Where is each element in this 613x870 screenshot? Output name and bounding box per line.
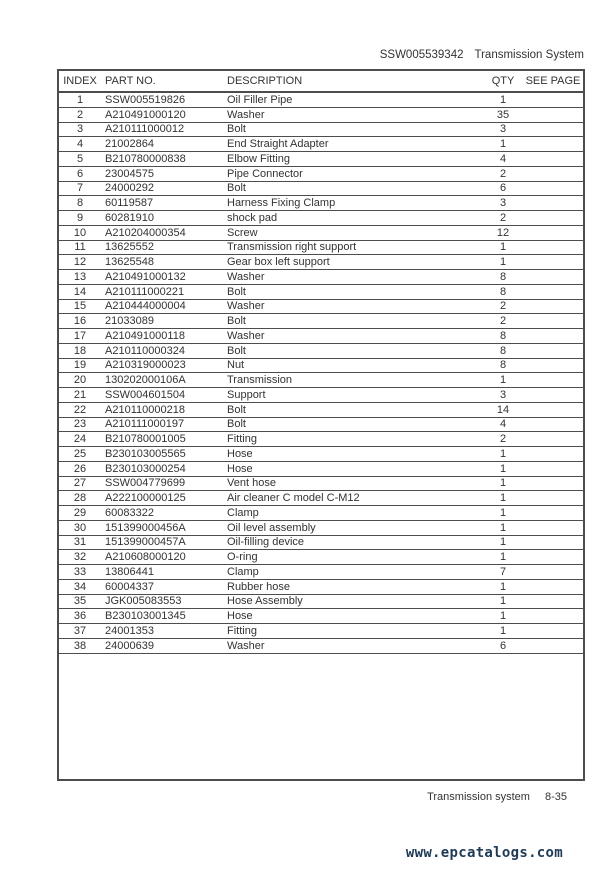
cell-description: Oil level assembly bbox=[227, 521, 316, 534]
table-row bbox=[59, 565, 583, 580]
cell-qty: 1 bbox=[499, 256, 507, 269]
table-row bbox=[59, 196, 583, 211]
cell-part-no: 60083322 bbox=[105, 506, 154, 519]
document-title: Transmission System bbox=[474, 49, 584, 61]
cell-description: Bolt bbox=[227, 403, 246, 416]
cell-part-no: SSW005519826 bbox=[105, 93, 186, 106]
cell-part-no: 13625552 bbox=[105, 241, 154, 254]
watermark-link[interactable]: www.epcatalogs.com bbox=[405, 845, 563, 861]
cell-description: Rubber hose bbox=[227, 580, 290, 593]
cell-qty: 1 bbox=[499, 138, 507, 151]
cell-part-no: 24000292 bbox=[105, 182, 154, 195]
table-row bbox=[59, 373, 583, 388]
parts-table bbox=[57, 69, 585, 781]
cell-index: 33 bbox=[73, 565, 87, 578]
cell-description: Bolt bbox=[227, 418, 246, 431]
table-body bbox=[59, 93, 583, 654]
table-row bbox=[59, 491, 583, 506]
column-header-description: DESCRIPTION bbox=[227, 75, 303, 87]
cell-qty: 1 bbox=[499, 624, 507, 637]
column-header-qty: QTY bbox=[491, 75, 515, 87]
table-row bbox=[59, 536, 583, 551]
cell-part-no: 130202000106A bbox=[105, 374, 186, 387]
cell-index: 34 bbox=[73, 580, 87, 593]
table-header-row bbox=[59, 71, 583, 93]
cell-index: 12 bbox=[73, 256, 87, 269]
table-row bbox=[59, 595, 583, 610]
cell-part-no: A210110000218 bbox=[105, 403, 185, 416]
cell-part-no: A210204000354 bbox=[105, 226, 186, 239]
cell-part-no: 151399000457A bbox=[105, 536, 186, 549]
cell-part-no: A210444000004 bbox=[105, 300, 186, 313]
cell-qty: 1 bbox=[499, 595, 507, 608]
cell-description: Bolt bbox=[227, 315, 246, 328]
cell-description: Nut bbox=[227, 359, 245, 372]
cell-qty: 1 bbox=[499, 241, 507, 254]
cell-part-no: A210491000120 bbox=[105, 108, 186, 121]
table-row bbox=[59, 167, 583, 182]
cell-qty: 1 bbox=[499, 462, 507, 475]
cell-part-no: 151399000456A bbox=[105, 521, 186, 534]
cell-index: 7 bbox=[76, 182, 84, 195]
document-code: SSW005539342 bbox=[379, 49, 464, 61]
table-row bbox=[59, 477, 583, 492]
cell-part-no: A210608000120 bbox=[105, 551, 186, 564]
cell-index: 4 bbox=[76, 138, 84, 151]
cell-index: 36 bbox=[73, 610, 87, 623]
cell-index: 26 bbox=[73, 462, 87, 475]
cell-qty: 6 bbox=[499, 182, 507, 195]
table-row bbox=[59, 93, 583, 108]
cell-part-no: 60004337 bbox=[105, 580, 154, 593]
cell-description: O-ring bbox=[227, 551, 258, 564]
cell-index: 23 bbox=[73, 418, 87, 431]
cell-description: Air cleaner C model C-M12 bbox=[227, 492, 360, 505]
table-row bbox=[59, 432, 583, 447]
cell-description: Fitting bbox=[227, 433, 257, 446]
cell-part-no: A210111000197 bbox=[105, 418, 185, 431]
cell-index: 10 bbox=[73, 226, 87, 239]
cell-qty: 1 bbox=[499, 551, 507, 564]
cell-index: 15 bbox=[73, 300, 87, 313]
cell-description: Washer bbox=[227, 108, 265, 121]
table-row bbox=[59, 506, 583, 521]
cell-index: 14 bbox=[73, 285, 87, 298]
table-row bbox=[59, 314, 583, 329]
cell-qty: 2 bbox=[499, 167, 507, 180]
table-row bbox=[59, 152, 583, 167]
table-row bbox=[59, 359, 583, 374]
cell-index: 16 bbox=[73, 315, 87, 328]
cell-description: Oil-filling device bbox=[227, 536, 305, 549]
cell-index: 2 bbox=[76, 108, 84, 121]
column-header-index: INDEX bbox=[63, 75, 97, 87]
table-row bbox=[59, 344, 583, 359]
cell-index: 20 bbox=[73, 374, 87, 387]
cell-qty: 8 bbox=[499, 270, 507, 283]
cell-qty: 2 bbox=[499, 433, 507, 446]
cell-part-no: A222100000125 bbox=[105, 492, 186, 505]
footer-page-number: 8-35 bbox=[544, 791, 567, 803]
cell-part-no: 23004575 bbox=[105, 167, 154, 180]
table-row bbox=[59, 226, 583, 241]
cell-qty: 1 bbox=[499, 506, 507, 519]
cell-description: Transmission right support bbox=[227, 241, 357, 254]
cell-part-no: B210780000838 bbox=[105, 152, 186, 165]
cell-qty: 4 bbox=[499, 152, 507, 165]
cell-index: 11 bbox=[74, 241, 86, 254]
cell-part-no: 24001353 bbox=[105, 624, 154, 637]
cell-qty: 3 bbox=[499, 197, 507, 210]
table-row bbox=[59, 137, 583, 152]
cell-index: 29 bbox=[73, 506, 87, 519]
cell-index: 19 bbox=[73, 359, 87, 372]
cell-index: 35 bbox=[73, 595, 87, 608]
cell-qty: 4 bbox=[499, 418, 507, 431]
cell-qty: 1 bbox=[499, 447, 507, 460]
cell-index: 28 bbox=[73, 492, 87, 505]
cell-description: Hose bbox=[227, 610, 253, 623]
cell-qty: 2 bbox=[499, 315, 507, 328]
cell-description: Support bbox=[227, 388, 266, 401]
cell-qty: 1 bbox=[499, 580, 507, 593]
cell-index: 22 bbox=[73, 403, 87, 416]
cell-index: 6 bbox=[76, 167, 84, 180]
cell-description: Vent hose bbox=[227, 477, 276, 490]
cell-index: 37 bbox=[73, 624, 87, 637]
table-row bbox=[59, 285, 583, 300]
cell-description: Fitting bbox=[227, 624, 257, 637]
cell-description: shock pad bbox=[227, 211, 278, 224]
column-header-see-page: SEE PAGE bbox=[525, 75, 581, 87]
cell-part-no: A210110000324 bbox=[105, 344, 185, 357]
cell-qty: 2 bbox=[499, 300, 507, 313]
cell-index: 21 bbox=[73, 388, 87, 401]
footer-section-label: Transmission system bbox=[427, 791, 530, 803]
cell-part-no: A210491000132 bbox=[105, 270, 186, 283]
cell-description: Clamp bbox=[227, 506, 259, 519]
cell-qty: 8 bbox=[499, 344, 507, 357]
table-row bbox=[59, 418, 583, 433]
cell-part-no: B230103000254 bbox=[105, 462, 186, 475]
cell-index: 27 bbox=[73, 477, 87, 490]
cell-description: Oil Filler Pipe bbox=[227, 93, 293, 106]
cell-index: 32 bbox=[73, 551, 87, 564]
cell-qty: 12 bbox=[496, 226, 510, 239]
cell-qty: 1 bbox=[499, 374, 507, 387]
cell-part-no: SSW004601504 bbox=[105, 388, 186, 401]
cell-index: 3 bbox=[76, 123, 84, 136]
cell-index: 18 bbox=[73, 344, 87, 357]
cell-description: Hose bbox=[227, 462, 253, 475]
table-row bbox=[59, 521, 583, 536]
cell-qty: 3 bbox=[499, 388, 507, 401]
cell-qty: 2 bbox=[499, 211, 507, 224]
cell-part-no: A210111000221 bbox=[105, 285, 185, 298]
cell-part-no: 21033089 bbox=[105, 315, 154, 328]
cell-part-no: 24000639 bbox=[105, 639, 154, 652]
cell-description: Gear box left support bbox=[227, 256, 330, 269]
cell-qty: 1 bbox=[499, 93, 507, 106]
cell-description: Clamp bbox=[227, 565, 259, 578]
cell-description: Elbow Fitting bbox=[227, 152, 290, 165]
cell-description: Washer bbox=[227, 300, 265, 313]
table-row bbox=[59, 580, 583, 595]
table-row bbox=[59, 123, 583, 138]
cell-qty: 8 bbox=[499, 329, 507, 342]
cell-qty: 1 bbox=[499, 536, 507, 549]
column-header-part-no: PART NO. bbox=[105, 75, 156, 87]
table-row bbox=[59, 403, 583, 418]
cell-index: 24 bbox=[73, 433, 87, 446]
cell-index: 13 bbox=[73, 270, 87, 283]
cell-qty: 6 bbox=[499, 639, 507, 652]
cell-qty: 1 bbox=[499, 610, 507, 623]
table-row bbox=[59, 639, 583, 654]
cell-index: 17 bbox=[73, 329, 87, 342]
cell-part-no: A210491000118 bbox=[105, 329, 185, 342]
cell-qty: 1 bbox=[499, 477, 507, 490]
cell-description: Bolt bbox=[227, 285, 246, 298]
cell-part-no: 13625548 bbox=[105, 256, 154, 269]
cell-description: Pipe Connector bbox=[227, 167, 303, 180]
cell-description: Bolt bbox=[227, 344, 246, 357]
cell-description: Washer bbox=[227, 270, 265, 283]
table-row bbox=[59, 182, 583, 197]
cell-qty: 8 bbox=[499, 285, 507, 298]
table-row bbox=[59, 550, 583, 565]
cell-qty: 14 bbox=[496, 403, 510, 416]
cell-index: 31 bbox=[73, 536, 87, 549]
table-row bbox=[59, 211, 583, 226]
cell-qty: 3 bbox=[499, 123, 507, 136]
cell-description: Bolt bbox=[227, 123, 246, 136]
table-row bbox=[59, 609, 583, 624]
cell-qty: 8 bbox=[499, 359, 507, 372]
cell-index: 9 bbox=[76, 211, 84, 224]
cell-part-no: SSW004779699 bbox=[105, 477, 186, 490]
cell-part-no: 60119587 bbox=[105, 197, 154, 210]
cell-index: 25 bbox=[73, 447, 87, 460]
cell-part-no: JGK005083553 bbox=[105, 595, 182, 608]
cell-index: 5 bbox=[76, 152, 84, 165]
cell-description: Washer bbox=[227, 639, 265, 652]
table-row bbox=[59, 329, 583, 344]
table-row bbox=[59, 270, 583, 285]
cell-part-no: B210780001005 bbox=[105, 433, 186, 446]
cell-description: Screw bbox=[227, 226, 258, 239]
cell-description: Transmission bbox=[227, 374, 292, 387]
table-row bbox=[59, 462, 583, 477]
cell-description: Washer bbox=[227, 329, 265, 342]
cell-description: Bolt bbox=[227, 182, 246, 195]
cell-part-no: 21002864 bbox=[105, 138, 154, 151]
cell-index: 8 bbox=[76, 197, 84, 210]
table-row bbox=[59, 241, 583, 256]
cell-part-no: A210111000012 bbox=[105, 123, 185, 136]
running-header bbox=[380, 49, 584, 61]
table-row bbox=[59, 108, 583, 123]
table-row bbox=[59, 388, 583, 403]
cell-index: 30 bbox=[73, 521, 87, 534]
cell-index: 1 bbox=[76, 93, 84, 106]
cell-description: End Straight Adapter bbox=[227, 138, 329, 151]
cell-qty: 1 bbox=[499, 492, 507, 505]
table-row bbox=[59, 447, 583, 462]
cell-index: 38 bbox=[73, 639, 87, 652]
cell-part-no: 60281910 bbox=[105, 211, 154, 224]
table-row bbox=[59, 624, 583, 639]
cell-part-no: B230103005565 bbox=[105, 447, 186, 460]
cell-qty: 1 bbox=[499, 521, 507, 534]
cell-part-no: B230103001345 bbox=[105, 610, 186, 623]
cell-description: Hose bbox=[227, 447, 253, 460]
cell-qty: 35 bbox=[496, 108, 510, 121]
cell-description: Hose Assembly bbox=[227, 595, 303, 608]
cell-part-no: 13806441 bbox=[105, 565, 154, 578]
table-row bbox=[59, 300, 583, 315]
page-footer bbox=[427, 791, 567, 803]
cell-qty: 7 bbox=[499, 565, 507, 578]
table-row bbox=[59, 255, 583, 270]
cell-part-no: A210319000023 bbox=[105, 359, 186, 372]
cell-description: Harness Fixing Clamp bbox=[227, 197, 336, 210]
